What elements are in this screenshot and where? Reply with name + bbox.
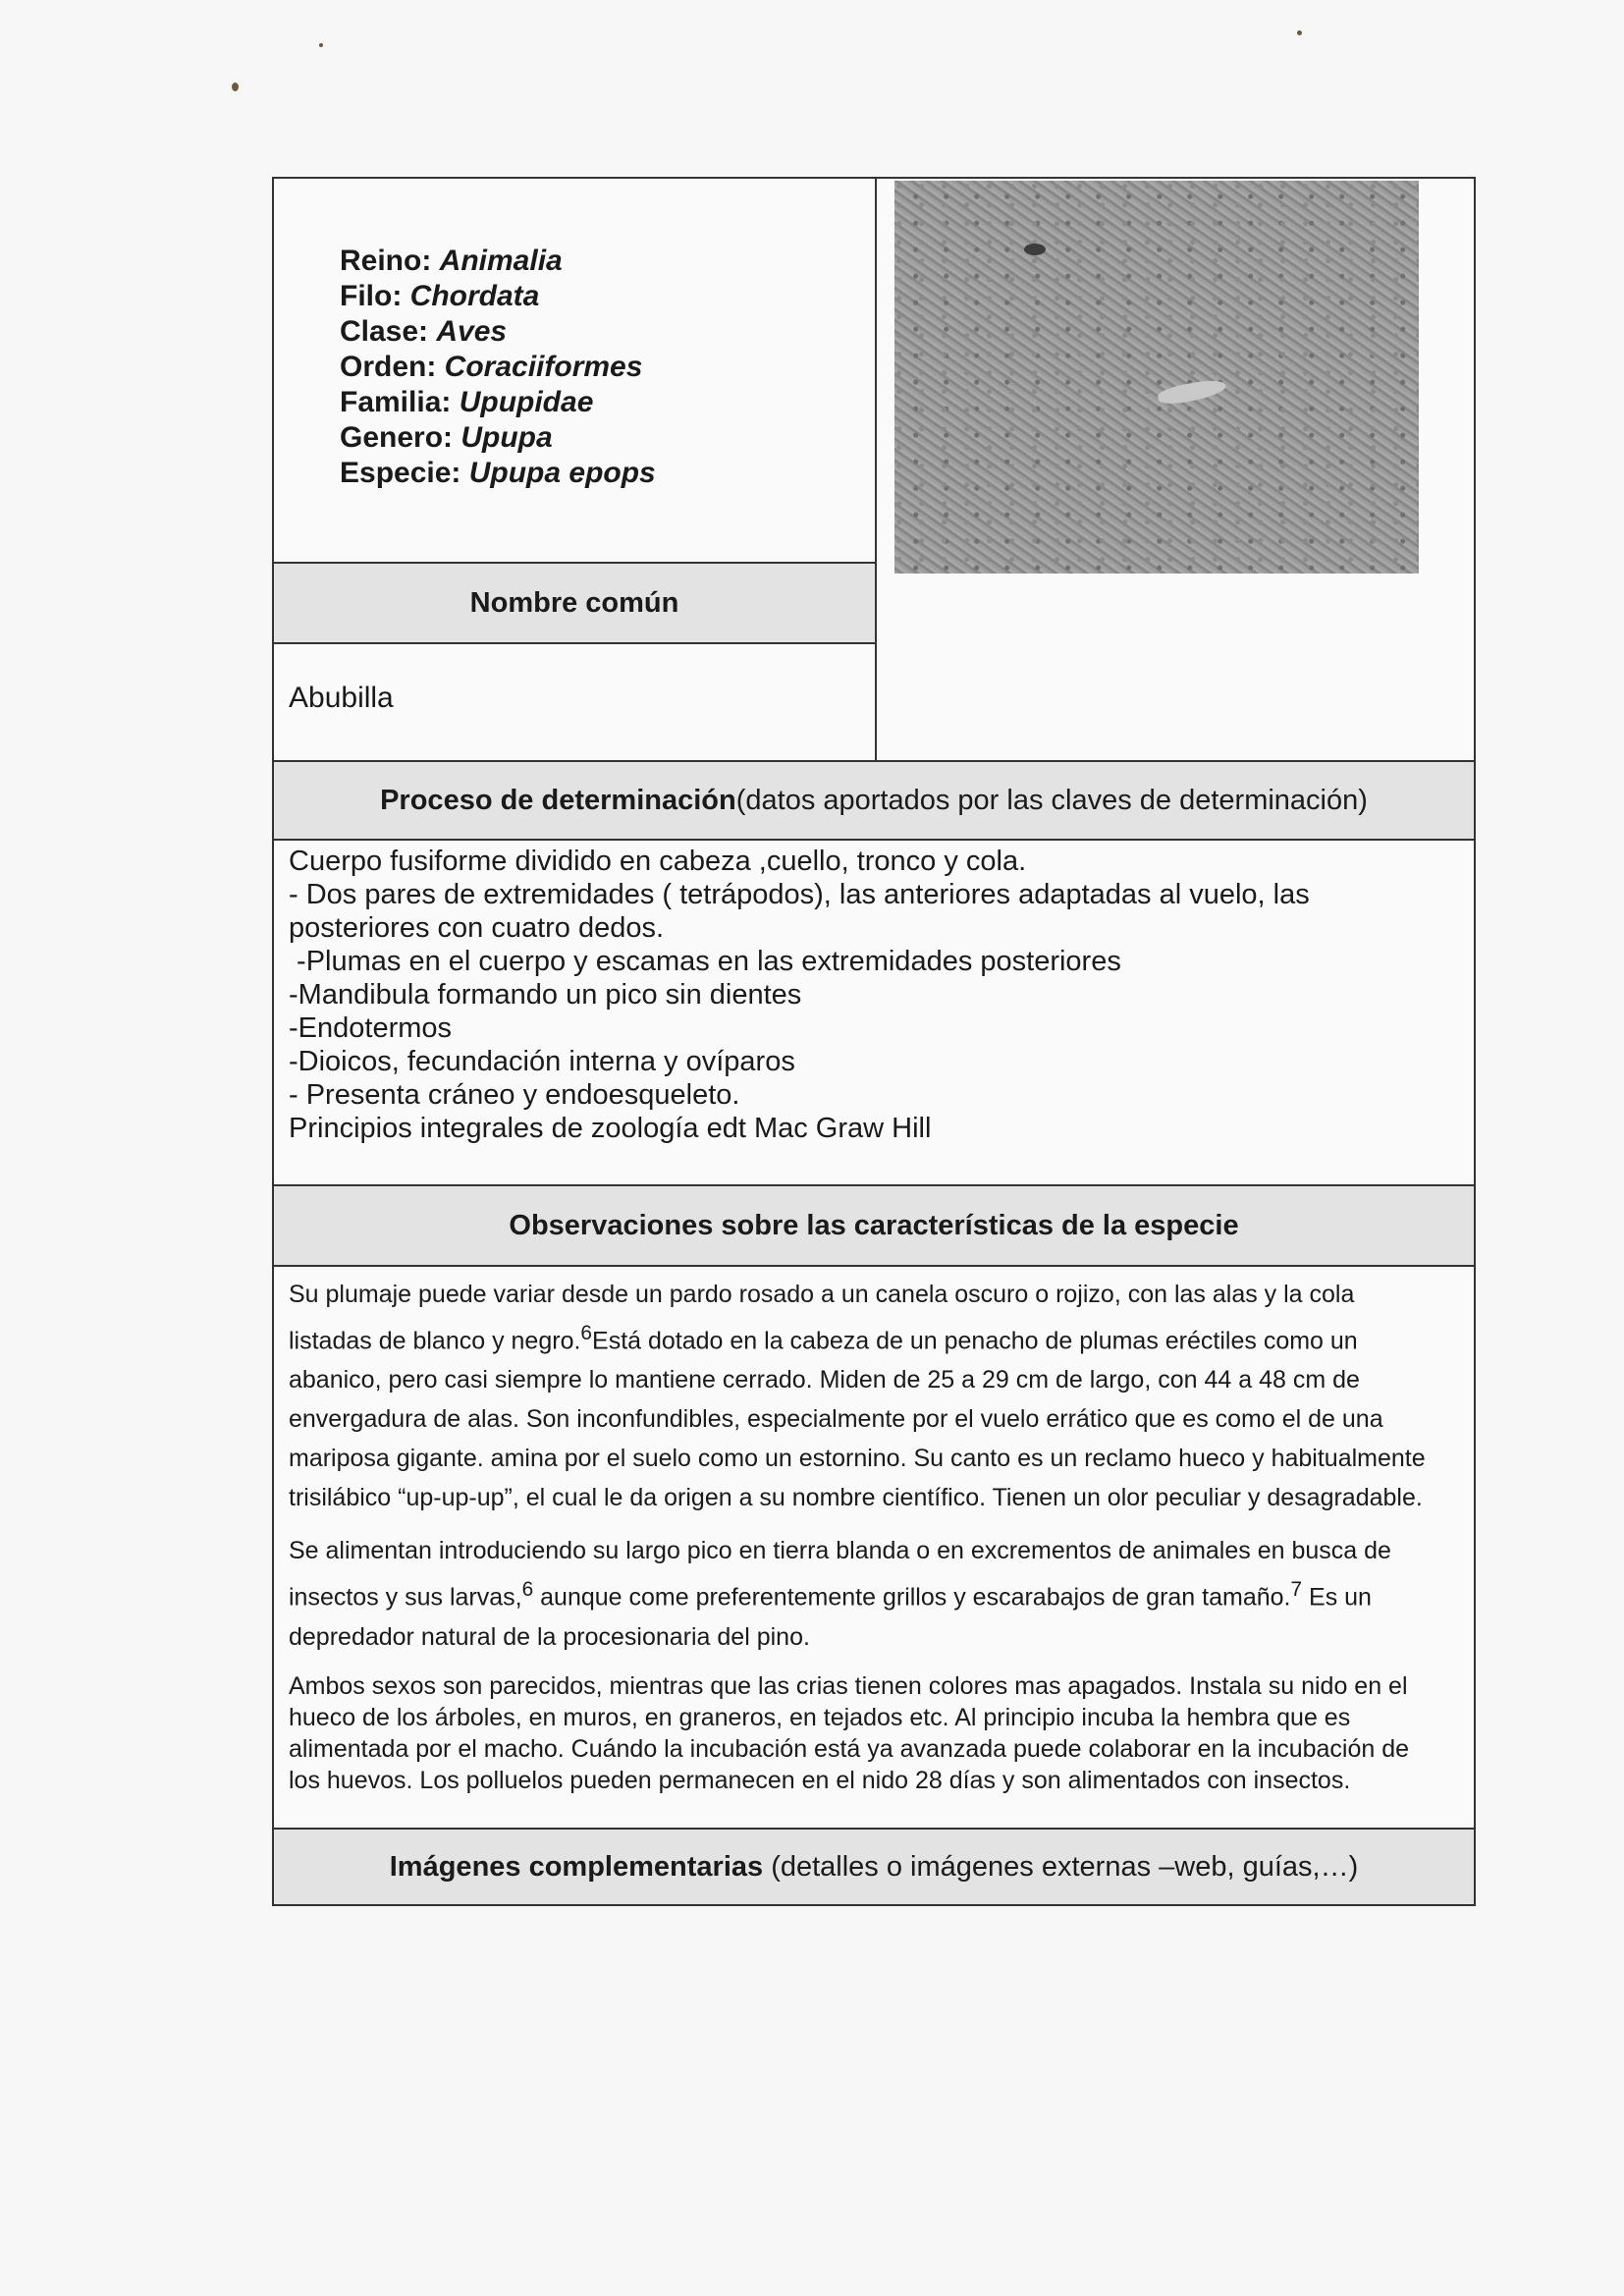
proceso-line: -Plumas en el cuerpo y escamas en las extremidades posteriores: [289, 946, 1121, 977]
observaciones-paragraph: Se alimentan introduciendo su largo pico en tierra blanda o en excrementos de animales en busca de insectos y sus larvas,$^6$ aunque come preferentemente grillos y escarabajos de gran tamaño.$^7$ Es un depredador natural de la procesionaria del pino.: [289, 1537, 1391, 1651]
observaciones-heading: Observaciones sobre las características de la especie: [274, 1186, 1474, 1267]
proceso-line: Cuerpo fusiforme dividido en cabeza ,cuello, tronco y cola.: [289, 846, 1027, 877]
bird-photo: [894, 181, 1419, 574]
proceso-line: Principios integrales de zoología edt Mac Graw Hill: [289, 1113, 932, 1144]
taxonomy-line: Genero: Upupa: [340, 421, 553, 454]
imagenes-heading: Imágenes complementarias (detalles o imágenes externas –web, guías,…): [274, 1830, 1474, 1904]
proceso-heading: Proceso de determinación(datos aportados por las claves de determinación): [274, 762, 1474, 841]
observaciones-body: [274, 1267, 1474, 1830]
taxonomy-line: Reino: Animalia: [340, 245, 563, 277]
scan-speck: [1297, 30, 1302, 35]
taxonomy-line: Familia: Upupidae: [340, 386, 594, 418]
left-column: [274, 179, 877, 760]
photo-bird-shape: [1157, 376, 1227, 408]
proceso-line: posteriores con cuatro dedos.: [289, 912, 665, 944]
proceso-line: - Presenta cráneo y endoesqueleto.: [289, 1079, 740, 1111]
proceso-line: -Endotermos: [289, 1012, 453, 1044]
proceso-line: - Dos pares de extremidades ( tetrápodos), las anteriores adaptadas al vuelo, las: [289, 879, 1310, 910]
photo-dark-spot: [1024, 244, 1046, 255]
proceso-line: -Dioicos, fecundación interna y ovíparos: [289, 1046, 795, 1077]
right-column: [877, 179, 1474, 760]
top-row: [274, 179, 1474, 762]
taxonomy-line: Especie: Upupa epops: [340, 457, 656, 489]
nombre-comun-value: Abubilla: [289, 682, 394, 714]
proceso-body: [274, 841, 1474, 1186]
scan-speck: [319, 43, 323, 47]
nombre-comun-heading: Nombre común: [274, 562, 875, 644]
proceso-line: -Mandibula formando un pico sin dientes: [289, 979, 802, 1011]
scan-speck: [232, 82, 239, 91]
taxonomy-line: Clase: Aves: [340, 315, 508, 348]
taxonomy-block: [274, 179, 875, 562]
observaciones-paragraph: Ambos sexos son parecidos, mientras que las crias tienen colores mas apagados. Instala su nido en el hueco de los árboles, en muros, en graneros, en tejados etc. Al principio incuba la hembra que es alimentada por el macho. Cuándo la incubación está ya avanzada puede colaborar en la incubación de los huevos. Los polluelos pueden permanecen en el nido 28 días y son alimentados con insectos.: [289, 1671, 1410, 1794]
taxonomy-line: Orden: Coraciiformes: [340, 351, 643, 383]
observaciones-paragraph: Su plumaje puede variar desde un pardo rosado a un canela oscuro o rojizo, con las alas y la cola listadas de blanco y negro.$^6$Está dotado en la cabeza de un penacho de plumas eréctiles como un abanico, pero casi siempre lo mantiene cerrado. Miden de 25 a 29 cm de largo, con 44 a 48 cm de envergadura de alas. Son inconfundibles, especialmente por el vuelo errático que es como el de una mariposa gigante. amina por el suelo como un estornino. Su canto es un reclamo hueco y habitualmente trisilábico “up-up-up”, el cual le da origen a su nombre científico. Tienen un olor peculiar y desagradable.: [289, 1281, 1426, 1512]
species-card: [272, 177, 1476, 1906]
taxonomy-line: Filo: Chordata: [340, 280, 540, 312]
